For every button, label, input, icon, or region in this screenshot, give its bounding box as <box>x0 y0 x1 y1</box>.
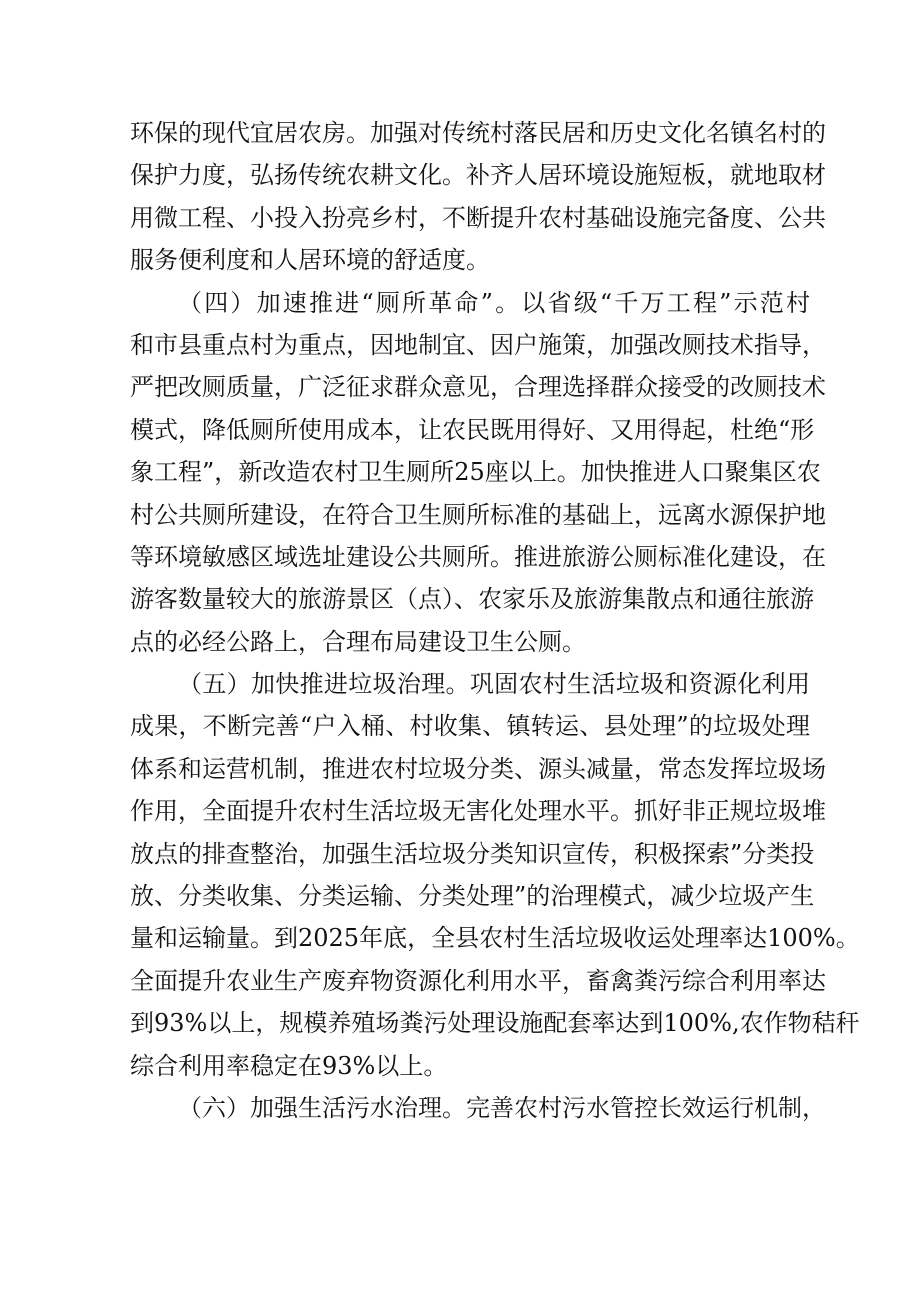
text-line: 服务便利度和人居环境的舒适度。 <box>130 246 490 275</box>
text-line: 全面提升农业生产废弃物资源化利用水平，畜禽粪污综合利用率达 <box>130 966 826 995</box>
section-heading-line: （四）加速推进“厕所革命”。以省级“千万工程”示范村 <box>178 288 810 317</box>
text-line: 村公共厕所建设，在符合卫生厕所标准的基础上，远离水源保护地 <box>130 500 826 529</box>
text-line: 用微工程、小投入扮亮乡村，不断提升农村基础设施完备度、公共 <box>130 203 826 232</box>
text-line: 量和运输量。到2025年底，全县农村生活垃圾收运处理率达100%。 <box>130 924 860 953</box>
text-line: 象工程”，新改造农村卫生厕所25座以上。加快推进人口聚集区农 <box>130 458 821 487</box>
paragraph <box>130 112 826 282</box>
text-line: 严把改厕质量，广泛征求群众意见，合理选择群众接受的改厕技术 <box>130 373 826 402</box>
text-line: 作用，全面提升农村生活垃圾无害化处理水平。抓好非正规垃圾堆 <box>130 797 826 826</box>
text-line: 保护力度，弘扬传统农耕文化。补齐人居环境设施短板，就地取材 <box>130 161 826 190</box>
section-heading-line: （五）加快推进垃圾治理。巩固农村生活垃圾和资源化利用 <box>178 670 810 699</box>
section-heading-line: （六）加强生活污水治理。完善农村污水管控长效运行机制， <box>178 1093 826 1122</box>
paragraph <box>130 282 826 664</box>
paragraph <box>130 1087 826 1129</box>
text-line: 放点的排查整治，加强生活垃圾分类知识宣传，积极探索”分类投 <box>130 839 815 868</box>
text-line: 点的必经公路上，合理布局建设卫生公厕。 <box>130 627 586 656</box>
text-line: 环保的现代宜居农房。加强对传统村落民居和历史文化名镇名村的 <box>130 119 826 147</box>
text-line: 等环境敏感区域选址建设公共厕所。推进旅游公厕标准化建设，在 <box>130 542 826 571</box>
document-body <box>130 112 860 1129</box>
text-line: 成果，不断完善“户入桶、村收集、镇转运、县处理”的垃圾处理 <box>130 712 810 741</box>
text-line: 模式，降低厕所使用成本，让农民既用得好、又用得起，杜绝“形 <box>130 415 815 444</box>
text-line: 和市县重点村为重点，因地制宜、因户施策，加强改厕技术指导， <box>130 330 826 359</box>
text-line: 放、分类收集、分类运输、分类处理”的治理模式，减少垃圾产生 <box>130 882 815 911</box>
text-line: 到93%以上，规模养殖场粪污处理设施配套率达到100%,农作物秸秆 <box>130 1009 860 1038</box>
text-line: 游客数量较大的旅游景区（点）、农家乐及旅游集散点和通往旅游 <box>130 585 814 614</box>
paragraph <box>130 663 860 1087</box>
text-line: 体系和运营机制，推进农村垃圾分类、源头减量，常态发挥垃圾场 <box>130 754 826 783</box>
text-line: 综合利用率稳定在93%以上。 <box>130 1051 448 1080</box>
